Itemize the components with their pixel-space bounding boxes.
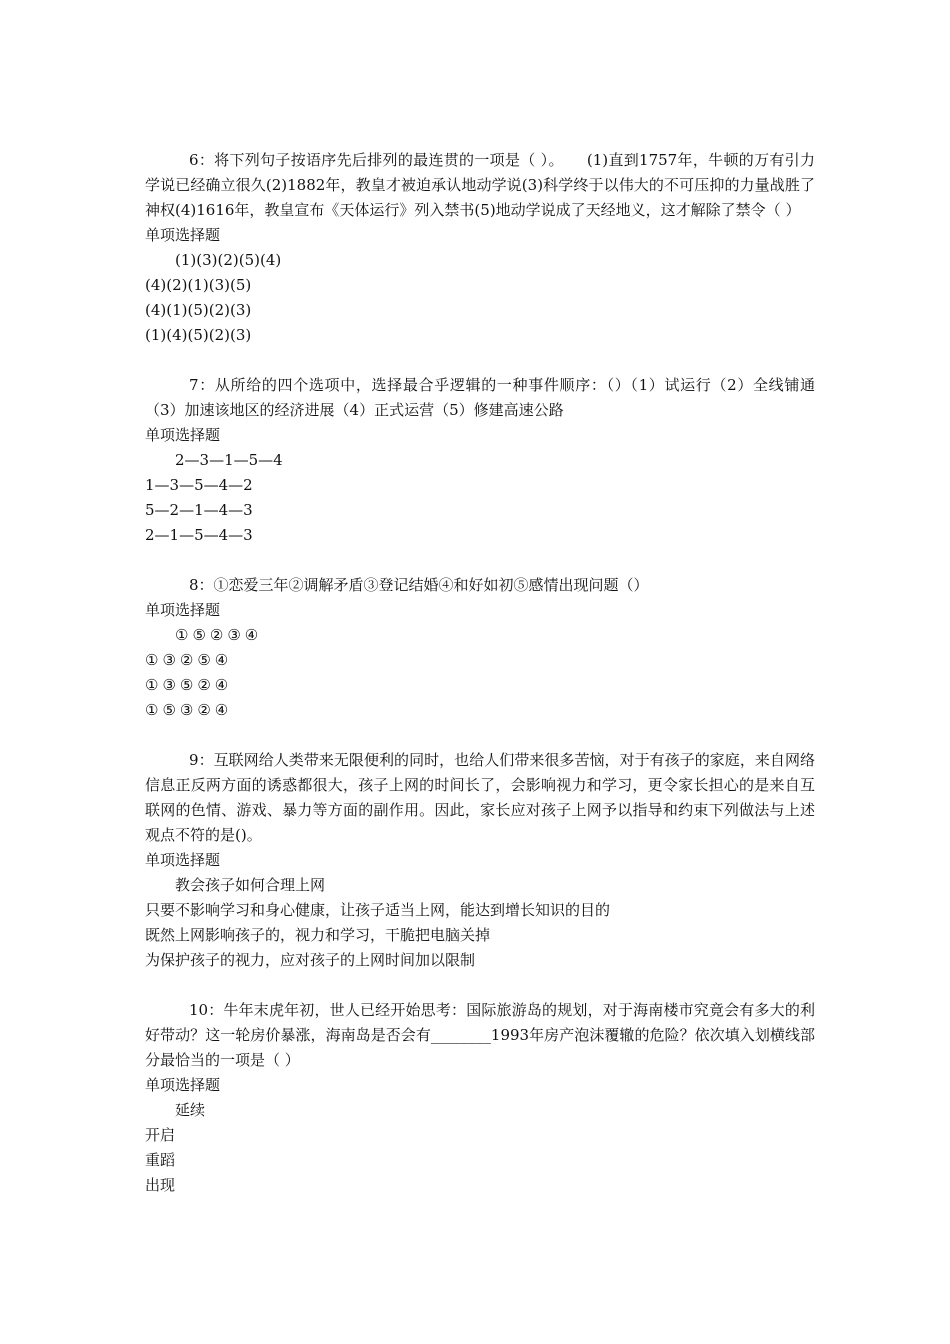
question-stem: 7：从所给的四个选项中，选择最合乎逻辑的一种事件顺序：（）（1）试运行（2）全线铺通（3）加速该地区的经济进展（4）正式运营（5）修建高速公路 [145,376,815,419]
option-b[interactable]: 开启 [145,1126,176,1144]
option-d[interactable]: 出现 [145,1176,176,1194]
question-9 [145,748,815,973]
option-b[interactable]: (4)(2)(1)(3)(5) [145,276,252,294]
option-c[interactable]: (4)(1)(5)(2)(3) [145,301,252,319]
question-type-label: 单项选择题 [145,226,221,244]
question-type-label: 单项选择题 [145,1076,221,1094]
option-d[interactable]: ①⑤③②④ [145,701,233,719]
option-b[interactable]: 只要不影响学习和身心健康，让孩子适当上网，能达到增长知识的目的 [145,901,611,919]
question-type-label: 单项选择题 [145,426,221,444]
option-a[interactable]: 教会孩子如何合理上网 [175,876,326,894]
option-list [145,1098,815,1198]
option-b[interactable]: ①③②⑤④ [145,651,233,669]
option-list [145,623,815,723]
question-stem: 10：牛年末虎年初，世人已经开始思考：国际旅游岛的规划，对于海南楼市究竟会有多大的利好带动？这一轮房价暴涨，海南岛是否会有________1993年房产泡沫覆辙的危险？依次填入划横线部分最恰当的一项是（ ） [145,1001,815,1069]
question-7 [145,373,815,548]
option-d[interactable]: 为保护孩子的视力，应对孩子的上网时间加以限制 [145,951,476,969]
question-list [145,148,815,1223]
option-a[interactable]: 2—3—1—5—4 [175,451,283,469]
question-type-label: 单项选择题 [145,601,221,619]
question-stem: 8：①恋爱三年②调解矛盾③登记结婚④和好如初⑤感情出现问题（） [189,576,649,594]
question-type-label: 单项选择题 [145,851,221,869]
option-list [145,248,815,348]
option-a[interactable]: ①⑤②③④ [175,626,263,644]
option-b[interactable]: 1—3—5—4—2 [145,476,253,494]
option-a[interactable]: (1)(3)(2)(5)(4) [175,251,282,269]
option-a[interactable]: 延续 [175,1101,206,1119]
question-6 [145,148,815,348]
option-c[interactable]: 5—2—1—4—3 [145,501,253,519]
option-list [145,873,815,973]
question-stem: 6：将下列句子按语序先后排列的最连贯的一项是（ ）。 (1)直到1757年，牛顿的万有引力学说已经确立很久(2)1882年，教皇才被迫承认地动学说(3)科学终于以伟大的不可压抑的力量战胜了神权(4)1616年，教皇宣布《天体运行》列入禁书(5)地动学说成了天经地义，这才解除了禁令（ ） [145,151,815,219]
option-d[interactable]: (1)(4)(5)(2)(3) [145,326,252,344]
option-d[interactable]: 2—1—5—4—3 [145,526,253,544]
option-c[interactable]: 重蹈 [145,1151,176,1169]
question-8 [145,573,815,723]
option-c[interactable]: 既然上网影响孩子的，视力和学习，干脆把电脑关掉 [145,926,491,944]
question-stem: 9：互联网给人类带来无限便利的同时，也给人们带来很多苦恼，对于有孩子的家庭，来自网络信息正反两方面的诱惑都很大，孩子上网的时间长了，会影响视力和学习，更令家长担心的是来自互联网的色情、游戏、暴力等方面的副作用。因此，家长应对孩子上网予以指导和约束下列做法与上述观点不符的是()。 [145,751,815,844]
option-c[interactable]: ①③⑤②④ [145,676,233,694]
question-10 [145,998,815,1198]
option-list [145,448,815,548]
